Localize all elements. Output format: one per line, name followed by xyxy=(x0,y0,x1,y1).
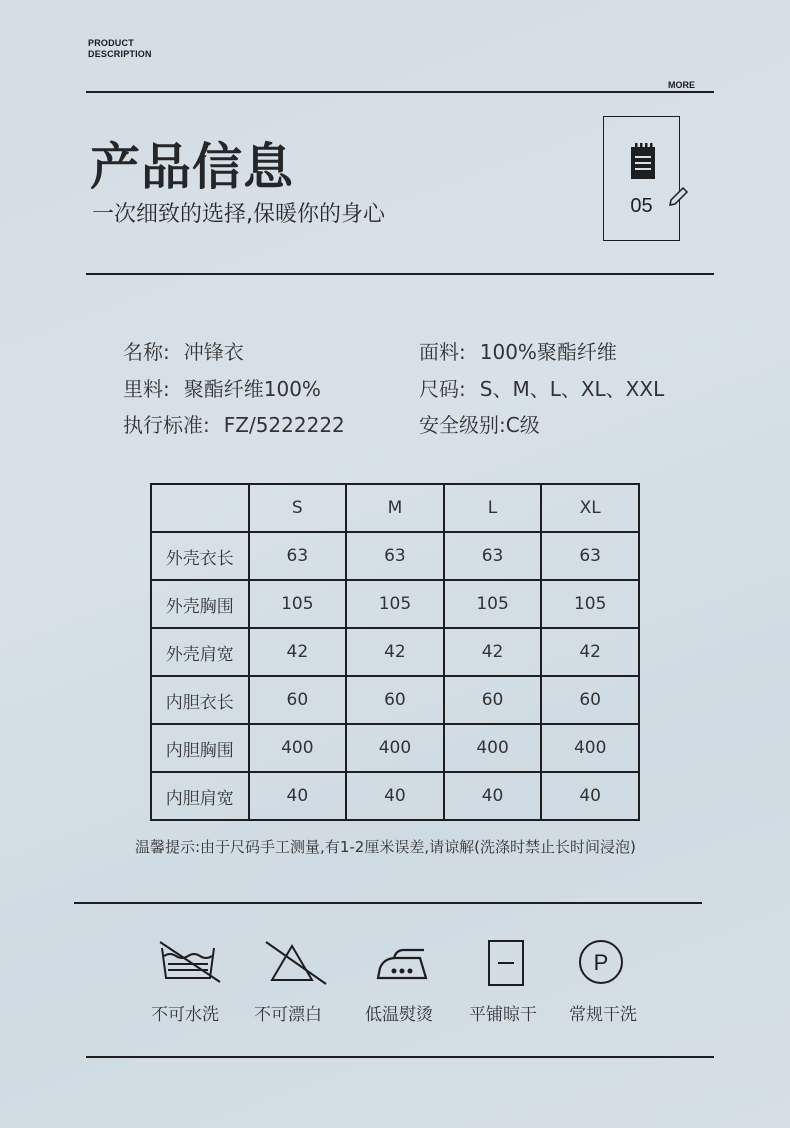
table-row xyxy=(151,724,639,772)
spec-name xyxy=(123,339,244,365)
bottom-divider xyxy=(86,1056,714,1058)
table-cell: 105 xyxy=(249,580,347,628)
header-divider xyxy=(86,273,714,275)
column-header: S xyxy=(249,484,347,532)
spec-size xyxy=(419,376,664,402)
care-label-dry-clean: 常规干洗 xyxy=(569,1005,637,1025)
row-label: 内胆胸围 xyxy=(151,724,249,772)
no-bleach-icon xyxy=(262,938,330,986)
spec-fabric-key: 面料: xyxy=(419,340,466,364)
column-header: L xyxy=(444,484,542,532)
spec-standard-key: 执行标准: xyxy=(123,413,210,437)
spec-size-key: 尺码: xyxy=(419,377,466,401)
table-header-row xyxy=(151,484,639,532)
table-row xyxy=(151,628,639,676)
table-row xyxy=(151,532,639,580)
page-title: 产品信息 xyxy=(90,138,294,196)
spec-lining-value: 聚酯纤维100% xyxy=(183,377,321,401)
spec-lining xyxy=(123,376,321,402)
table-row xyxy=(151,580,639,628)
table-cell: 63 xyxy=(541,532,639,580)
size-table xyxy=(150,483,640,821)
table-cell: 400 xyxy=(541,724,639,772)
spec-standard-value: FZ/5222222 xyxy=(223,413,345,437)
flat-dry-icon xyxy=(486,938,526,988)
measurement-tip: 温馨提示:由于尺码手工测量,有1-2厘米误差,请谅解(洗涤时禁止长时间浸泡) xyxy=(135,838,636,856)
row-label: 内胆衣长 xyxy=(151,676,249,724)
row-label: 内胆肩宽 xyxy=(151,772,249,820)
table-corner-cell xyxy=(151,484,249,532)
pen-icon xyxy=(668,185,690,207)
table-cell: 42 xyxy=(346,628,444,676)
spec-safety: 安全级别:C级 xyxy=(419,413,540,437)
page-subtitle: 一次细致的选择,保暖你的身心 xyxy=(92,202,385,227)
dry-clean-letter: P xyxy=(593,950,609,975)
top-divider xyxy=(86,91,714,93)
table-cell: 40 xyxy=(541,772,639,820)
table-cell: 42 xyxy=(541,628,639,676)
spec-lining-key: 里料: xyxy=(123,377,170,401)
care-label-low-iron: 低温熨烫 xyxy=(365,1005,433,1025)
table-cell: 63 xyxy=(444,532,542,580)
table-cell: 63 xyxy=(346,532,444,580)
section-kicker xyxy=(88,38,152,60)
care-label-flat-dry: 平铺晾干 xyxy=(469,1005,537,1025)
care-label-no-wash: 不可水洗 xyxy=(151,1005,219,1025)
section-badge xyxy=(603,116,680,241)
table-row xyxy=(151,676,639,724)
spec-fabric xyxy=(419,339,617,365)
column-header: XL xyxy=(541,484,639,532)
row-label: 外壳衣长 xyxy=(151,532,249,580)
table-cell: 60 xyxy=(444,676,542,724)
table-cell: 40 xyxy=(444,772,542,820)
table-cell: 40 xyxy=(249,772,347,820)
spec-standard xyxy=(123,412,345,438)
table-cell: 105 xyxy=(541,580,639,628)
table-cell: 105 xyxy=(444,580,542,628)
table-cell: 40 xyxy=(346,772,444,820)
table-cell: 42 xyxy=(444,628,542,676)
table-cell: 42 xyxy=(249,628,347,676)
notepad-icon xyxy=(628,141,658,183)
table-cell: 105 xyxy=(346,580,444,628)
row-label: 外壳胸围 xyxy=(151,580,249,628)
row-label: 外壳肩宽 xyxy=(151,628,249,676)
table-cell: 400 xyxy=(249,724,347,772)
more-link[interactable]: MORE xyxy=(668,80,695,90)
table-row xyxy=(151,772,639,820)
table-cell: 63 xyxy=(249,532,347,580)
kicker-line-2: DESCRIPTION xyxy=(88,49,152,59)
table-cell: 400 xyxy=(346,724,444,772)
care-divider xyxy=(74,902,702,904)
kicker-line-1: PRODUCT xyxy=(88,38,134,48)
table-cell: 60 xyxy=(541,676,639,724)
table-cell: 60 xyxy=(346,676,444,724)
table-cell: 400 xyxy=(444,724,542,772)
care-label-no-bleach: 不可漂白 xyxy=(254,1005,322,1025)
table-cell: 60 xyxy=(249,676,347,724)
no-wash-icon xyxy=(156,938,224,986)
dry-clean-icon xyxy=(576,937,626,987)
spec-fabric-value: 100%聚酯纤维 xyxy=(479,340,617,364)
spec-name-key: 名称: xyxy=(123,340,170,364)
badge-number: 05 xyxy=(630,195,653,217)
spec-name-value: 冲锋衣 xyxy=(183,340,244,364)
column-header: M xyxy=(346,484,444,532)
spec-size-value: S、M、L、XL、XXL xyxy=(479,377,665,401)
low-iron-icon xyxy=(372,940,432,984)
